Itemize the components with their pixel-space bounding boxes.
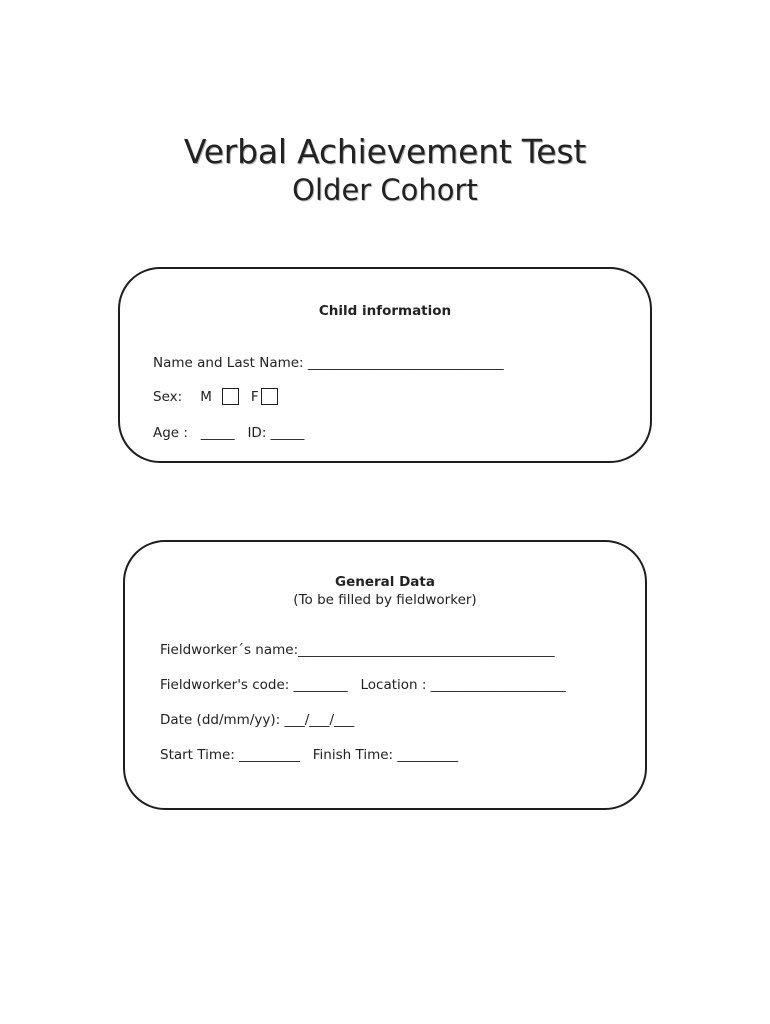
- child-information-box: [118, 267, 652, 463]
- female-checkbox[interactable]: [261, 388, 278, 405]
- female-label: F: [250, 388, 259, 405]
- name-field[interactable]: Name and Last Name: _____________________________: [153, 355, 504, 371]
- general-data-heading: General Data: [335, 574, 435, 590]
- general-data-note: (To be filled by fieldworker): [293, 592, 477, 608]
- fieldworker-code-location-field[interactable]: Fieldworker's code: ________ Location : ____________________: [160, 677, 566, 693]
- sex-label: Sex:: [153, 388, 183, 405]
- sex-row: [153, 388, 278, 405]
- child-information-heading: Child information: [318, 303, 452, 319]
- document-subtitle: Older Cohort: [292, 173, 478, 207]
- male-checkbox[interactable]: [222, 388, 239, 405]
- date-field[interactable]: Date (dd/mm/yy): ___/___/___: [160, 712, 355, 728]
- fieldworker-name-field[interactable]: Fieldworker´s name:______________________________________: [160, 642, 555, 658]
- age-id-field[interactable]: Age : _____ ID: _____: [153, 425, 305, 441]
- document-title: Verbal Achievement Test: [183, 132, 587, 171]
- general-data-box: [123, 540, 647, 810]
- male-label: M: [200, 388, 212, 405]
- time-field[interactable]: Start Time: _________ Finish Time: _________: [160, 747, 459, 763]
